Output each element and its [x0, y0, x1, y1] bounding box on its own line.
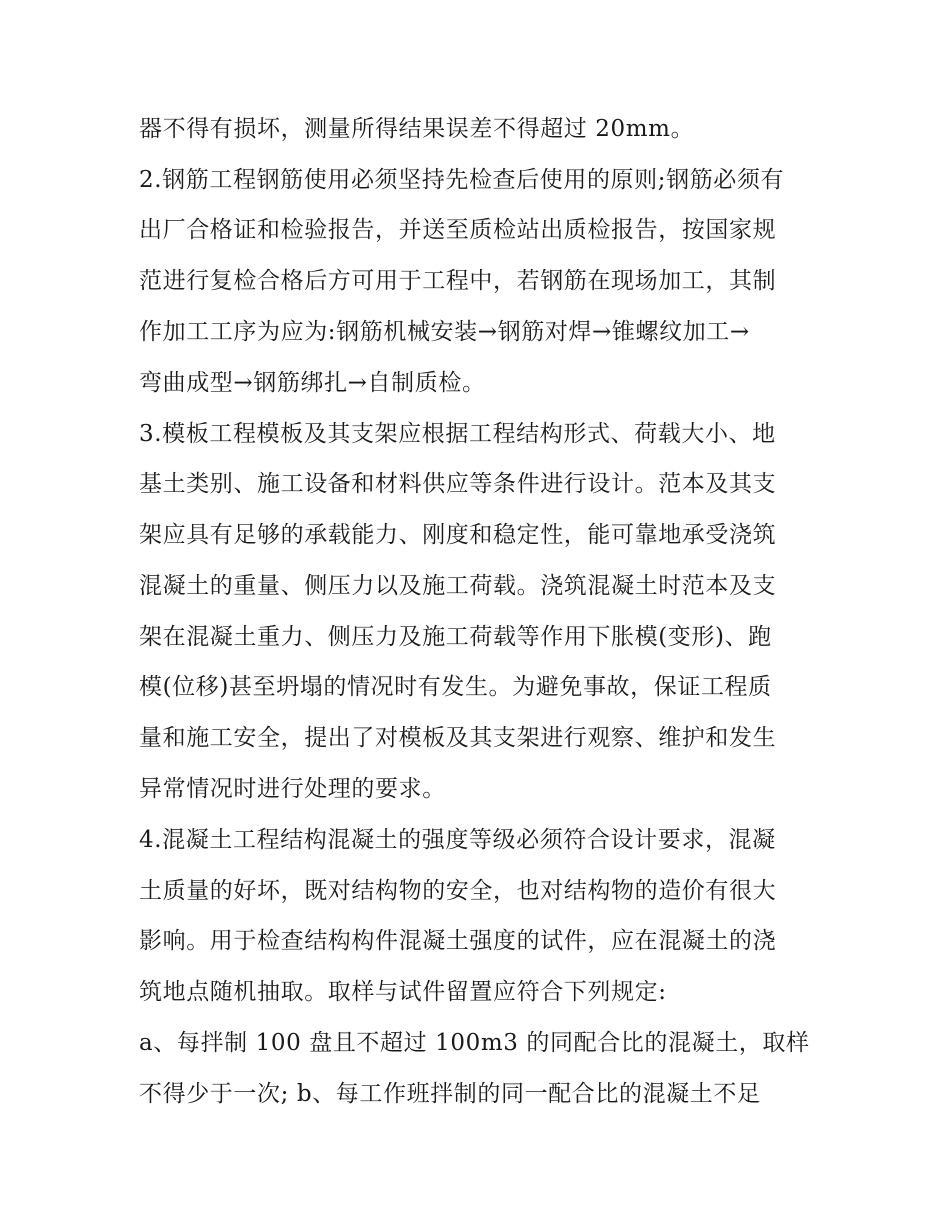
text-line: 架应具有足够的承载能力、刚度和稳定性，能可靠地承受浇筑: [139, 522, 777, 548]
text-line: 量和施工安全，提出了对模板及其支架进行观察、维护和发生: [139, 725, 777, 751]
text-line: 范进行复检合格后方可用于工程中，若钢筋在现场加工，其制: [139, 268, 777, 294]
text-line: 模(位移)甚至坍塌的情况时有发生。为避免事故，保证工程质: [139, 674, 772, 700]
text-line: 3.模板工程模板及其支架应根据工程结构形式、荷载大小、地: [139, 421, 776, 447]
text-line: 2.钢筋工程钢筋使用必须坚持先检查后使用的原则;钢筋必须有: [139, 167, 785, 193]
text-line: 器不得有损坏，测量所得结果误差不得超过 20mm。: [139, 116, 695, 142]
text-line: 土质量的好坏，既对结构物的安全，也对结构物的造价有很大: [139, 878, 777, 904]
text-line: 4.混凝土工程结构混凝土的强度等级必须符合设计要求，混凝: [139, 827, 776, 853]
text-line: 出厂合格证和检验报告，并送至质检站出质检报告，按国家规: [139, 217, 777, 243]
text-line: 异常情况时进行处理的要求。: [139, 776, 446, 802]
text-line: 不得少于一次; b、每工作班拌制的同一配合比的混凝土不足: [139, 1081, 761, 1107]
text-line: 筑地点随机抽取。取样与试件留置应符合下列规定:: [139, 979, 667, 1005]
text-line: 影响。用于检查结构构件混凝土强度的试件，应在混凝土的浇: [139, 928, 777, 954]
text-line: a、每拌制 100 盘且不超过 100m3 的同配合比的混凝土，取样: [139, 1030, 810, 1056]
text-line: 混凝土的重量、侧压力以及施工荷载。浇筑混凝土时范本及支: [139, 573, 777, 599]
text-line: 架在混凝土重力、侧压力及施工荷载等作用下胀模(变形)、跑: [139, 624, 772, 650]
text-line: 基土类别、施工设备和材料供应等条件进行设计。范本及其支: [139, 471, 777, 497]
text-line: 弯曲成型→钢筋绑扎→自制质检。: [139, 370, 486, 396]
text-line: 作加工工序为应为:钢筋机械安装→钢筋对焊→锥螺纹加工→: [139, 319, 750, 345]
